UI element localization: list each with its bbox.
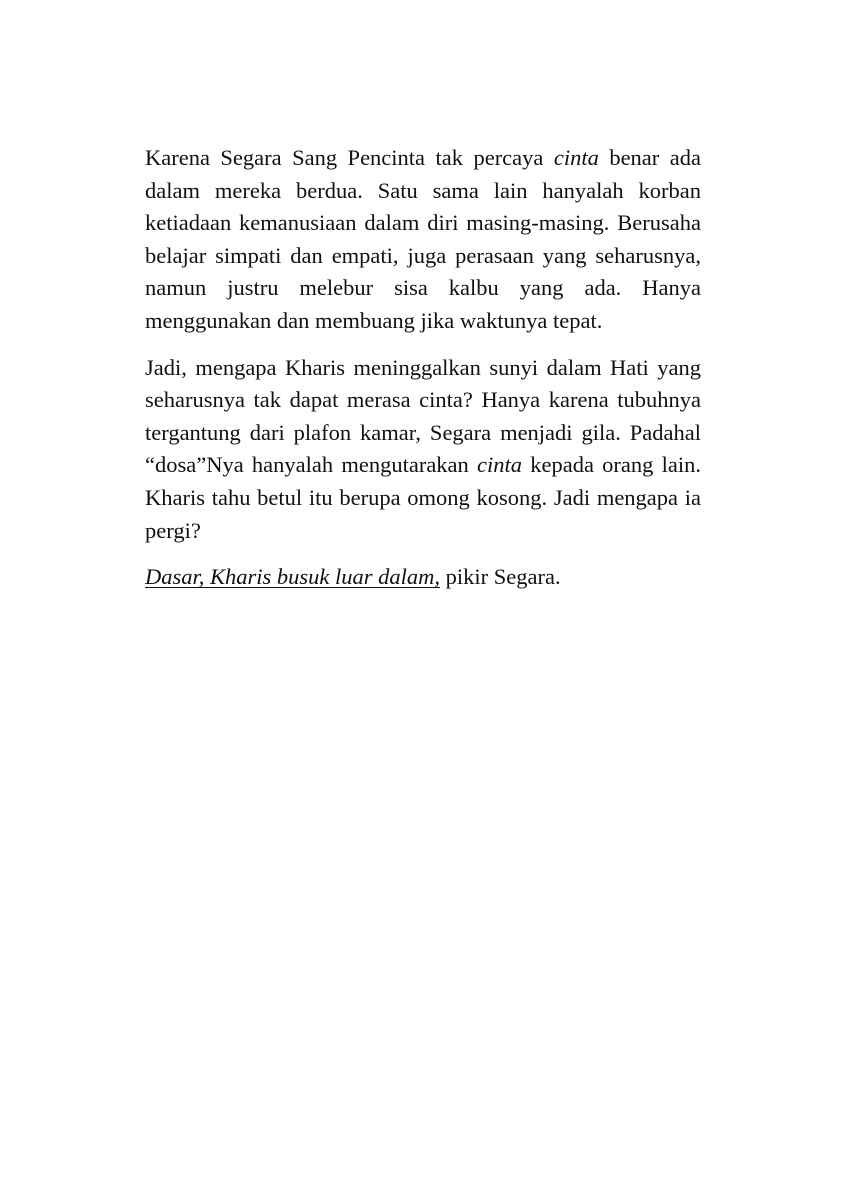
paragraph-1-text-b: benar ada dalam mereka berdua. Satu sama lain hanyalah korban ketiadaan kemanusiaan dalam diri masing-masing. Berusaha belajar simpati dan empati, juga perasaan yang seharusnya, namun justru melebur sisa kalbu yang ada. Hanya menggunakan dan membuang jika waktunya tepat. [145,145,701,333]
paragraph-2-text-b: kepada orang lain. Kharis tahu betul itu berupa omong kosong. Jadi mengapa ia pergi? [145,452,701,543]
paragraph-2 [145,352,701,548]
paragraph-3 [145,561,701,594]
paragraph-1-text-a: Karena Segara Sang Pencinta tak percaya [145,145,554,170]
paragraph-2-italic-cinta: cinta [477,452,523,478]
paragraph-3-underlined-thought: Dasar, Kharis busuk luar dalam, [145,564,441,590]
paragraph-2-text-a: Jadi, mengapa Kharis meninggalkan sunyi dalam Hati yang seharusnya tak dapat merasa cinta? Hanya karena tubuhnya tergantung dari plafon kamar, Segara menjadi gila. Padahal “dosa”Nya hanyalah mengutarakan [145,354,701,478]
paragraph-1-italic-cinta: cinta [553,145,599,170]
paragraph-1 [145,142,701,338]
paragraph-3-text-b: pikir Segara. [440,564,561,590]
text-body [145,142,701,608]
